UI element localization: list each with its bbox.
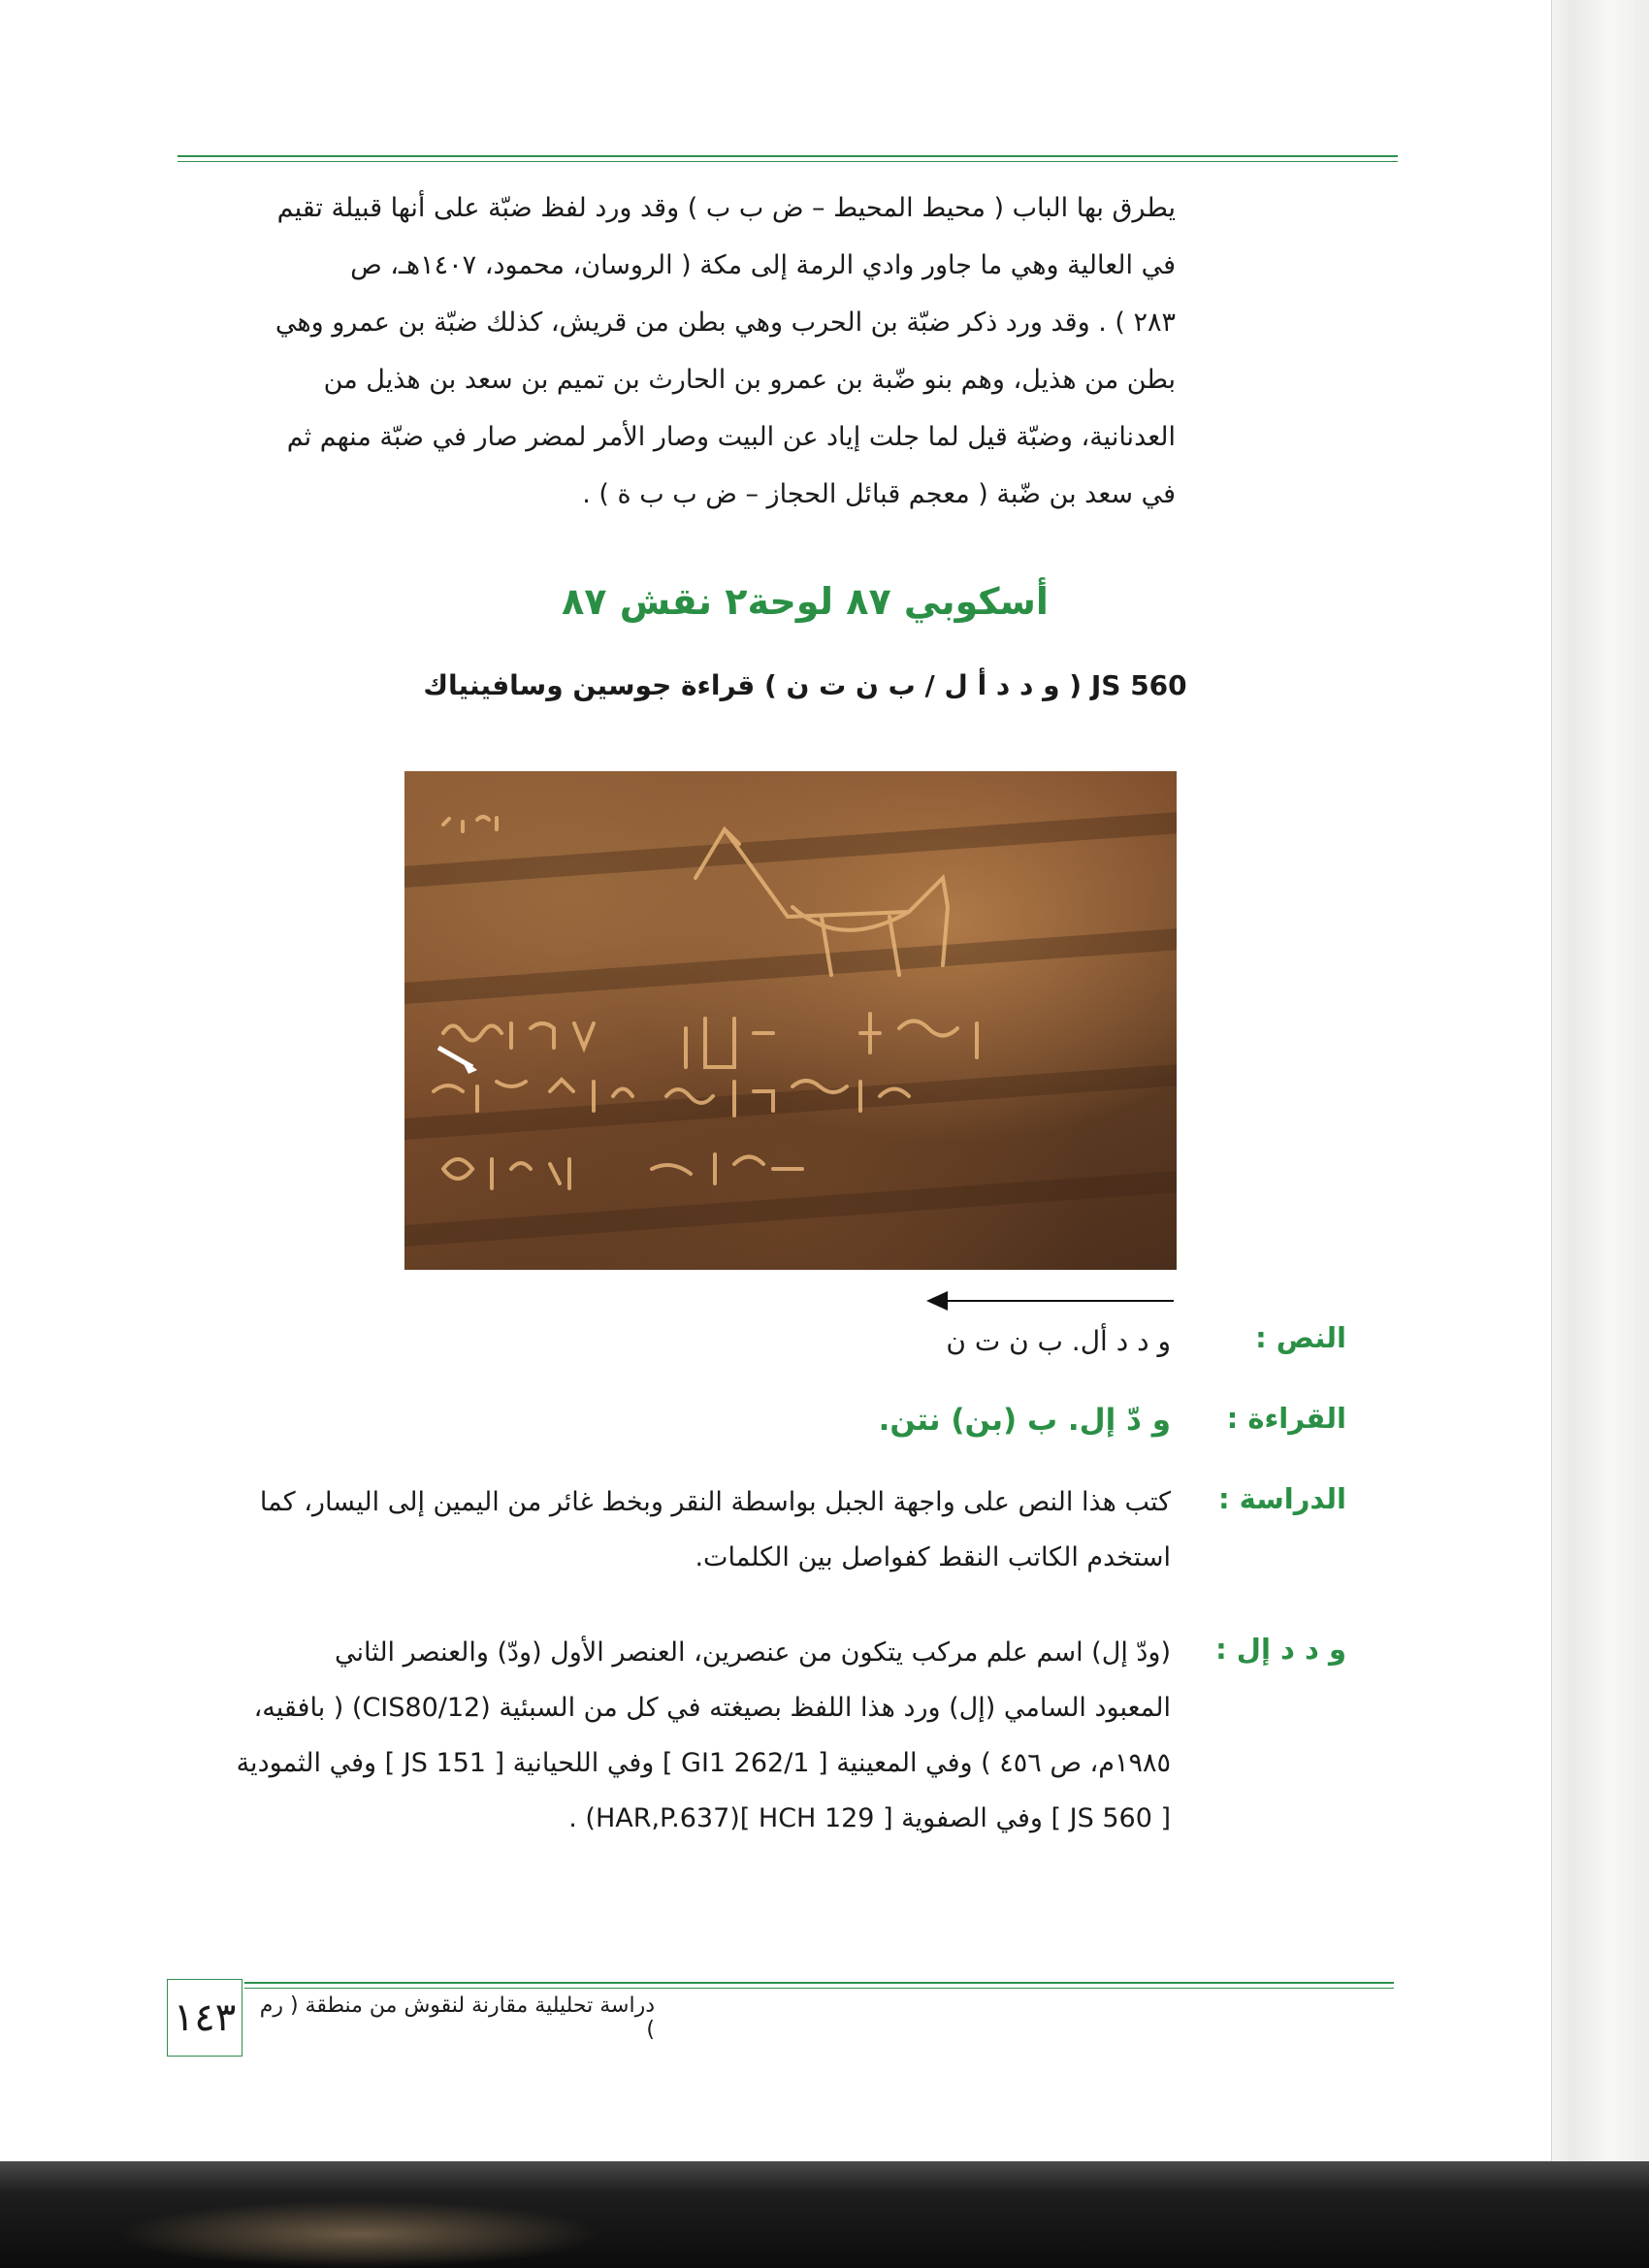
word-line: [ JS 560 ] وفي الصفوية [ HCH 129 ](HAR,P.637) . [568, 1803, 1171, 1833]
direction-arrow [936, 1300, 1174, 1302]
body-line: في سعد بن ضّبة ( معجم قبائل الحجاز – ض ب ب ة ) . [582, 479, 1176, 509]
inscription-carvings [404, 771, 1177, 1270]
footer-rule [244, 1982, 1394, 1989]
study-label: الدراسة : [1217, 1482, 1346, 1515]
body-paragraph [177, 179, 1176, 523]
word-line: (ودّ إل) اسم علم مركب يتكون من عنصرين، العنصر الأول (ودّ) والعنصر الثاني [334, 1637, 1171, 1668]
word-label: و د د إل : [1215, 1633, 1346, 1666]
study-line: استخدم الكاتب النقط كفواصل بين الكلمات. [695, 1542, 1171, 1572]
word-line: ١٩٨٥م، ص ٤٥٦ ) وفي المعينية [ GI1 262/1 ] وفي اللحيانية [ JS 151 ] وفي الثمودية [236, 1748, 1171, 1778]
body-line: يطرق بها الباب ( محيط المحيط – ض ب ب ) وقد ورد لفظ ضبّة على أنها قبيلة تقيم [276, 193, 1176, 223]
body-line: ٢٨٣ ) . وقد ورد ذكر ضبّة بن الحرب وهي بطن من قريش، كذلك ضبّة بن عمرو وهي [275, 308, 1176, 338]
reading-value: و دّ إل. ب (بن) نتن. [878, 1403, 1171, 1438]
text-label: النص : [1255, 1321, 1346, 1354]
word-paragraph [172, 1625, 1171, 1846]
body-line: بطن من هذيل، وهم بنو ضّبة بن عمرو بن الحارث بن تميم بن سعد بن هذيل من [323, 365, 1176, 395]
direction-arrow-head-icon [926, 1291, 948, 1311]
header-rule [178, 155, 1398, 162]
page-edge [1551, 0, 1649, 2268]
body-line: في العالية وهي ما جاور وادي الرمة إلى مكة ( الروسان، محمود، ١٤٠٧هـ، ص [350, 250, 1176, 280]
section-title: أسكوبي ٨٧ لوحة٢ نقش ٨٧ [562, 580, 1049, 623]
body-line: العدنانية، وضبّة قيل لما جلت إياد عن البيت وصار الأمر لمضر صار في ضبّة منهم ثم [286, 422, 1176, 452]
study-paragraph [172, 1474, 1171, 1585]
text-value: و د د أل. ب ن ت ن [946, 1325, 1171, 1357]
reading-label: القراءة : [1226, 1402, 1346, 1435]
footer-title: دراسة تحليلية مقارنة لنقوش من منطقة ( رم ) [259, 1993, 655, 2042]
word-line: المعبود السامي (إل) ورد هذا اللفظ بصيغته في كل من السبئية (CIS80/12) ( بافقيه، [253, 1693, 1171, 1723]
page-number: ١٤٣ [167, 1979, 242, 2057]
inscription-photo [404, 771, 1177, 1270]
section-subtitle: JS 560 ( و د د أ ل / ب ن ت ن ) قراءة جوسين وسافينياك [423, 669, 1187, 701]
scan-bottom-edge [0, 2161, 1649, 2268]
study-line: كتب هذا النص على واجهة الجبل بواسطة النقر وبخط غائر من اليمين إلى اليسار، كما [259, 1487, 1171, 1517]
